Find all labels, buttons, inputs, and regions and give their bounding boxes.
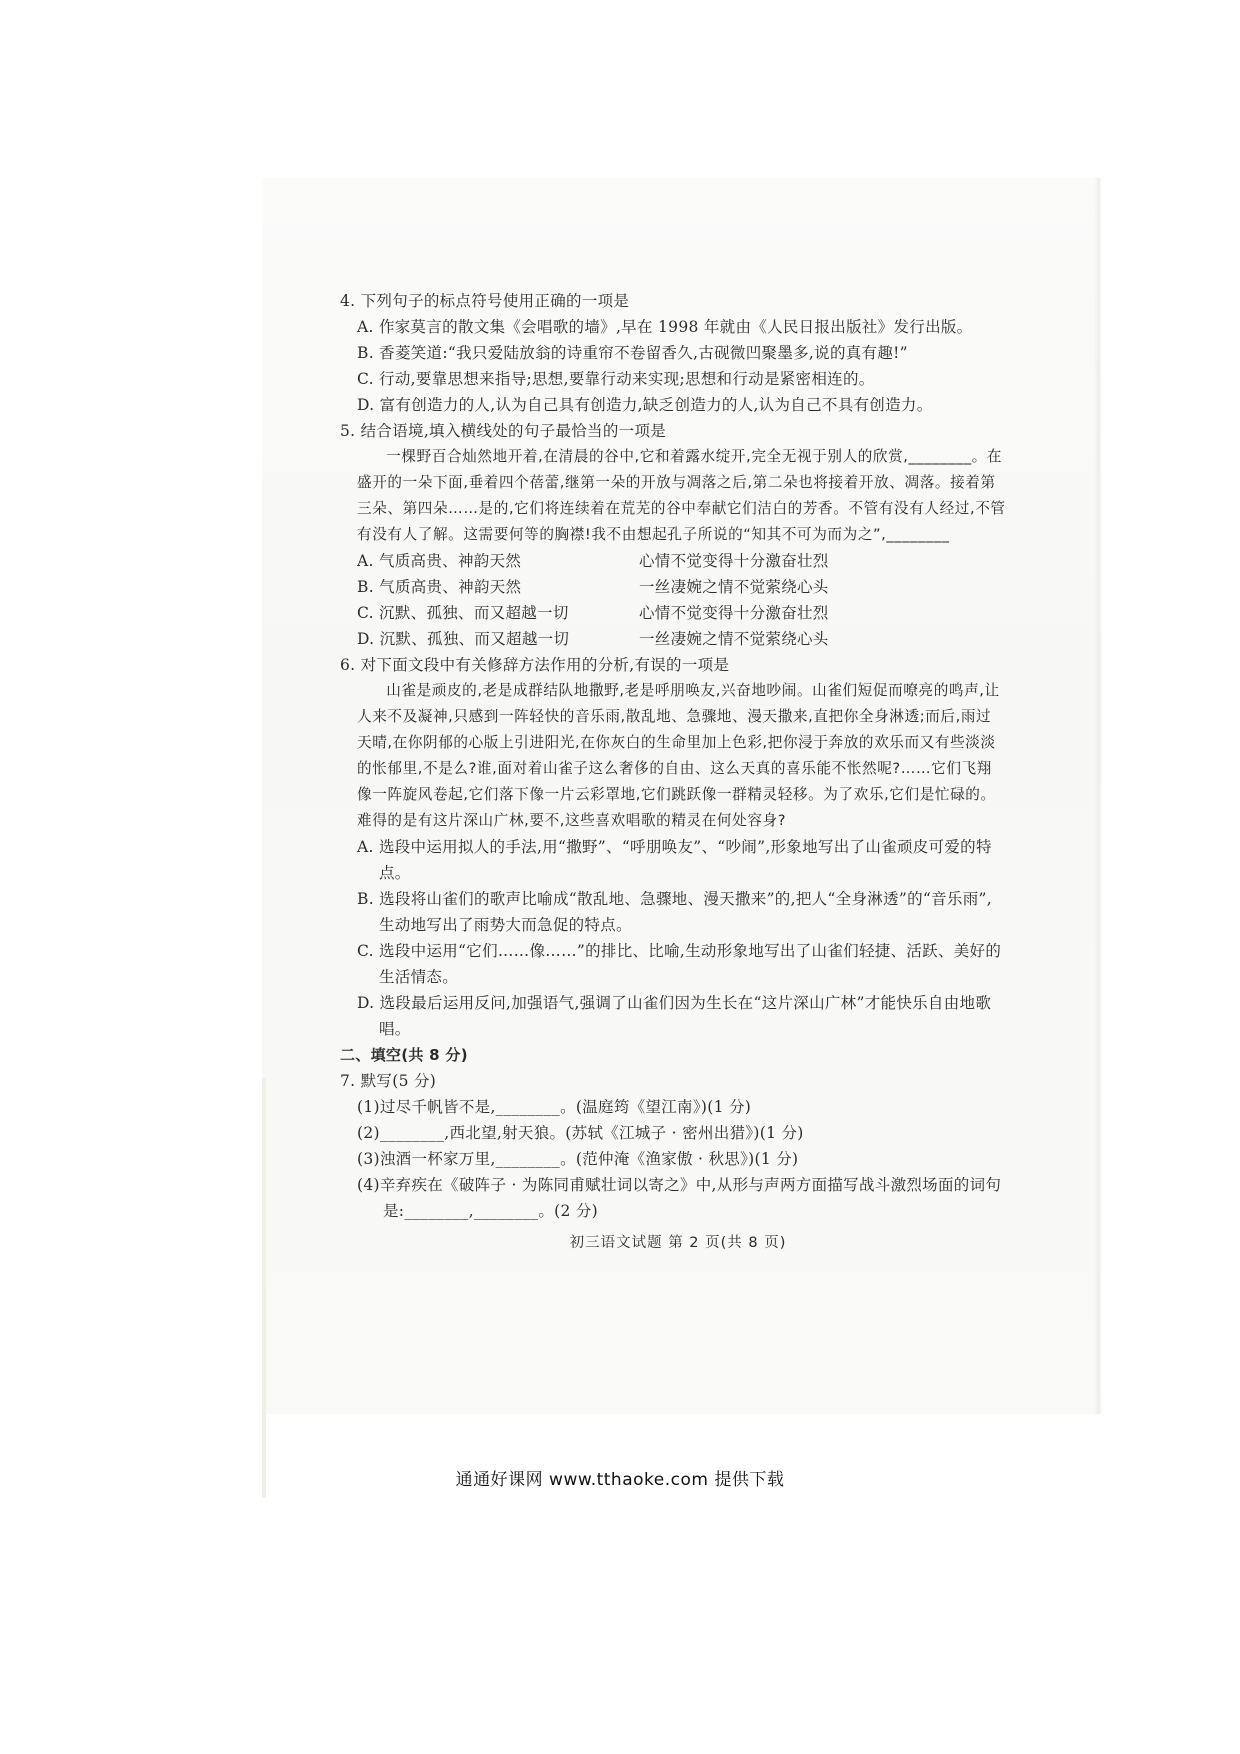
question-7-item-1: (1)过尽千帆皆不是,________。(温庭筠《望江南》)(1 分) <box>357 1098 752 1116</box>
question-6-option-c: C. 选段中运用“它们……像……”的排比、比喻,生动形象地写出了山雀们轻捷、活跃、美好的生活情态。 <box>357 942 1002 986</box>
question-4-option-c: C. 行动,要靠思想来指导;思想,要靠行动来实现;思想和行动是紧密相连的。 <box>357 370 875 388</box>
question-4-option-d: D. 富有创造力的人,认为自己具有创造力,缺乏创造力的人,认为自己不具有创造力。 <box>357 396 933 414</box>
question-5-option-a-second: 心情不觉变得十分激奋壮烈 <box>639 552 829 570</box>
question-5-option-a <box>357 548 1006 574</box>
question-5-option-c-first: C. 沉默、孤独、而又超越一切 <box>357 604 569 622</box>
question-7-stem: 7. 默写(5 分) <box>340 1072 437 1090</box>
question-5-option-d <box>357 626 1006 652</box>
exam-content <box>340 288 1006 1271</box>
question-6-option-b: B. 选段将山雀们的歌声比喻成“散乱地、急骤地、漫天撒来”的,把人“全身淋透”的“音乐雨”,生动地写出了雨势大而急促的特点。 <box>357 890 992 934</box>
question-5-option-c <box>357 600 1006 626</box>
question-7-item-3: (3)浊酒一杯家万里,________。(范仲淹《渔家傲 · 秋思》)(1 分) <box>357 1150 799 1168</box>
question-4 <box>340 288 1006 418</box>
page-number: 初三语文试题 第 2 页(共 8 页) <box>569 1235 787 1251</box>
question-5-option-c-second: 心情不觉变得十分激奋壮烈 <box>639 604 829 622</box>
question-7-item-2: (2)________,西北望,射天狼。(苏轼《江城子 · 密州出猎》)(1 分) <box>357 1124 804 1142</box>
question-5-stem: 5. 结合语境,填入横线处的句子最恰当的一项是 <box>340 422 667 440</box>
question-5-option-d-first: D. 沉默、孤独、而又超越一切 <box>357 630 570 648</box>
question-5 <box>340 418 1006 652</box>
scan-shadow-left <box>262 1078 266 1498</box>
question-5-option-b <box>357 574 1006 600</box>
question-6-option-d: D. 选段最后运用反问,加强语气,强调了山雀们因为生长在“这片深山广林”才能快乐自由地歌唱。 <box>357 994 992 1038</box>
site-footer: 通通好课网 www.tthaoke.com 提供下载 <box>455 1470 785 1490</box>
question-6-stem: 6. 对下面文段中有关修辞方法作用的分析,有误的一项是 <box>340 656 730 674</box>
question-6-passage: 山雀是顽皮的,老是成群结队地撒野,老是呼朋唤友,兴奋地吵闹。山雀们短促而嘹亮的鸣声,让人来不及凝神,只感到一阵轻快的音乐雨,散乱地、急骤地、漫天撒来,直把你全身淋透;而后,雨过天晴,在你阴郁的心版上引进阳光,在你灰白的生命里加上色彩,把你浸于奔放的欢乐而又有些淡淡的怅郁里,不是么?谁,面对着山雀子这么奢侈的自由、这么天真的喜乐能不怅然呢?……它们飞翔像一阵旋风卷起,它们落下像一片云彩罩地,它们跳跃像一群精灵轻移。为了欢乐,它们是忙碌的。难得的是有这片深山广林,要不,这些喜欢唱歌的精灵在何处容身? <box>357 682 1000 829</box>
question-4-stem: 4. 下列句子的标点符号使用正确的一项是 <box>340 292 630 310</box>
question-6-option-a: A. 选段中运用拟人的手法,用“撒野”、“呼朋唤友”、“吵闹”,形象地写出了山雀顽皮可爱的特点。 <box>357 838 992 882</box>
question-5-passage: 一棵野百合灿然地开着,在清晨的谷中,它和着露水绽开,完全无视于别人的欣赏,________。在盛开的一朵下面,垂着四个蓓蕾,继第一朵的开放与凋落之后,第二朵也将接着开放、凋落。接着第三朵、第四朵……是的,它们将连续着在荒芜的谷中奉献它们洁白的芳香。不管有没有人经过,不管有没有人了解。这需要何等的胸襟!我不由想起孔子所说的“知其不可为而为之”,________ <box>357 448 1006 543</box>
question-5-option-a-first: A. 气质高贵、神韵天然 <box>357 552 522 570</box>
question-7 <box>340 1068 1006 1224</box>
scan-shadow-right <box>1094 178 1100 1414</box>
section-title: 二、填空(共 8 分) <box>340 1046 468 1064</box>
question-6 <box>340 652 1006 1042</box>
question-5-option-d-second: 一丝凄婉之情不觉萦绕心头 <box>639 630 829 648</box>
question-4-option-b: B. 香菱笑道:“我只爱陆放翁的诗重帘不卷留香久,古砚微凹聚墨多,说的真有趣!” <box>357 344 908 362</box>
question-5-option-b-first: B. 气质高贵、神韵天然 <box>357 578 522 596</box>
question-7-item-4: (4)辛弃疾在《破阵子 · 为陈同甫赋壮词以寄之》中,从形与声两方面描写战斗激烈场面的词句是:________,________。(2 分) <box>357 1176 1002 1220</box>
question-5-option-b-second: 一丝凄婉之情不觉萦绕心头 <box>639 578 829 596</box>
question-4-option-a: A. 作家莫言的散文集《会唱歌的墙》,早在 1998 年就由《人民日报出版社》发行出版。 <box>357 318 973 336</box>
